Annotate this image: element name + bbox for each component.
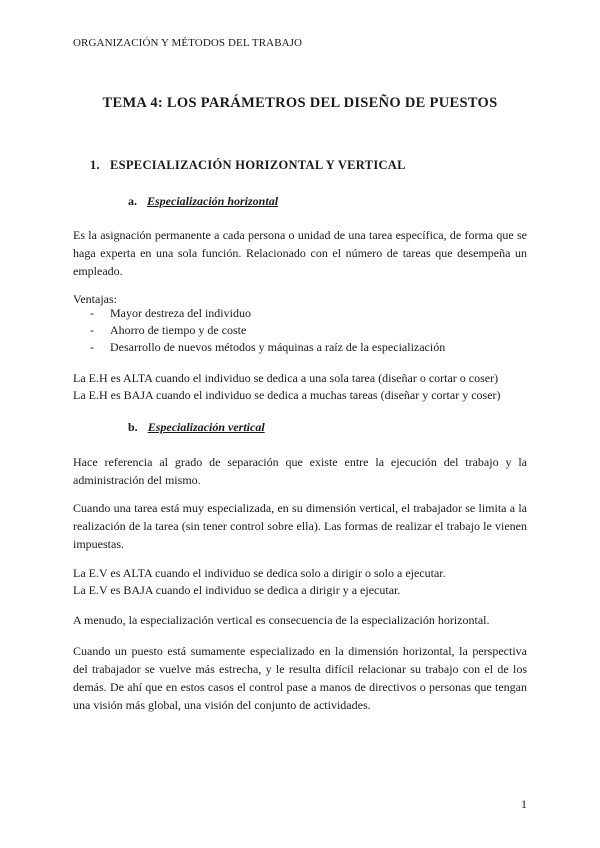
- paragraph-consequence: A menudo, la especialización vertical es consecuencia de la especialización horizontal.: [73, 613, 490, 627]
- paragraph-perspective: Cuando un puesto está sumamente especializado en la dimensión horizontal, la perspectiva del trabajador se vuelve más estrecha, y le resulta difícil relacionar su trabajo con el de los demás. De ahí que en estos casos el control pase a manos de directivos o personas que tengan una visión más global, una visión del conjunto de actividades.: [73, 644, 527, 712]
- subsection-heading-b: [128, 420, 265, 435]
- advantages-list: [90, 305, 445, 356]
- section-title: ESPECIALIZACIÓN HORIZONTAL Y VERTICAL: [109, 158, 406, 172]
- subsection-label: a.: [128, 194, 137, 208]
- page-number: 1: [521, 797, 527, 811]
- advantages-label: Ventajas:: [73, 292, 117, 306]
- list-item: - Ahorro de tiempo y de coste: [90, 323, 247, 337]
- paragraph-vertical-detail: Cuando una tarea está muy especializada, en su dimensión vertical, el trabajador se limita a la realización de la tarea (sin tener control sobre ella). Las formas de realizar el trabajo le vienen impuestas.: [73, 501, 527, 551]
- eh-alta-line: La E.H es ALTA cuando el individuo se dedica a una sola tarea (diseñar o cortar o coser): [73, 371, 499, 385]
- subsection-heading-a: [128, 194, 278, 209]
- paragraph-definition-horizontal: Es la asignación permanente a cada persona o unidad de una tarea específica, de forma que se haga experta en una sola función. Relacionado con el número de tareas que desempeña un empleado.: [73, 228, 527, 278]
- subsection-title: Especialización horizontal: [147, 194, 279, 208]
- subsection-label: b.: [128, 420, 138, 434]
- paragraph-definition-vertical: Hace referencia al grado de separación que existe entre la ejecución del trabajo y la administración del mismo.: [73, 455, 527, 487]
- running-header: ORGANIZACIÓN Y MÉTODOS DEL TRABAJO: [73, 37, 303, 49]
- section-heading: [90, 158, 406, 173]
- section-number: 1.: [90, 158, 100, 172]
- subsection-title: Especialización vertical: [147, 420, 265, 434]
- ev-alta-line: La E.V es ALTA cuando el individuo se dedica solo a dirigir o solo a ejecutar.: [73, 566, 446, 580]
- page-title: TEMA 4: LOS PARÁMETROS DEL DISEÑO DE PUESTOS: [102, 95, 498, 111]
- eh-baja-line: La E.H es BAJA cuando el individuo se dedica a muchas tareas (diseñar y cortar y coser): [73, 388, 501, 402]
- list-item: - Desarrollo de nuevos métodos y máquinas a raíz de la especialización: [90, 340, 446, 354]
- ev-baja-line: La E.V es BAJA cuando el individuo se dedica a dirigir y a ejecutar.: [73, 583, 401, 597]
- list-item: - Mayor destreza del individuo: [90, 306, 251, 320]
